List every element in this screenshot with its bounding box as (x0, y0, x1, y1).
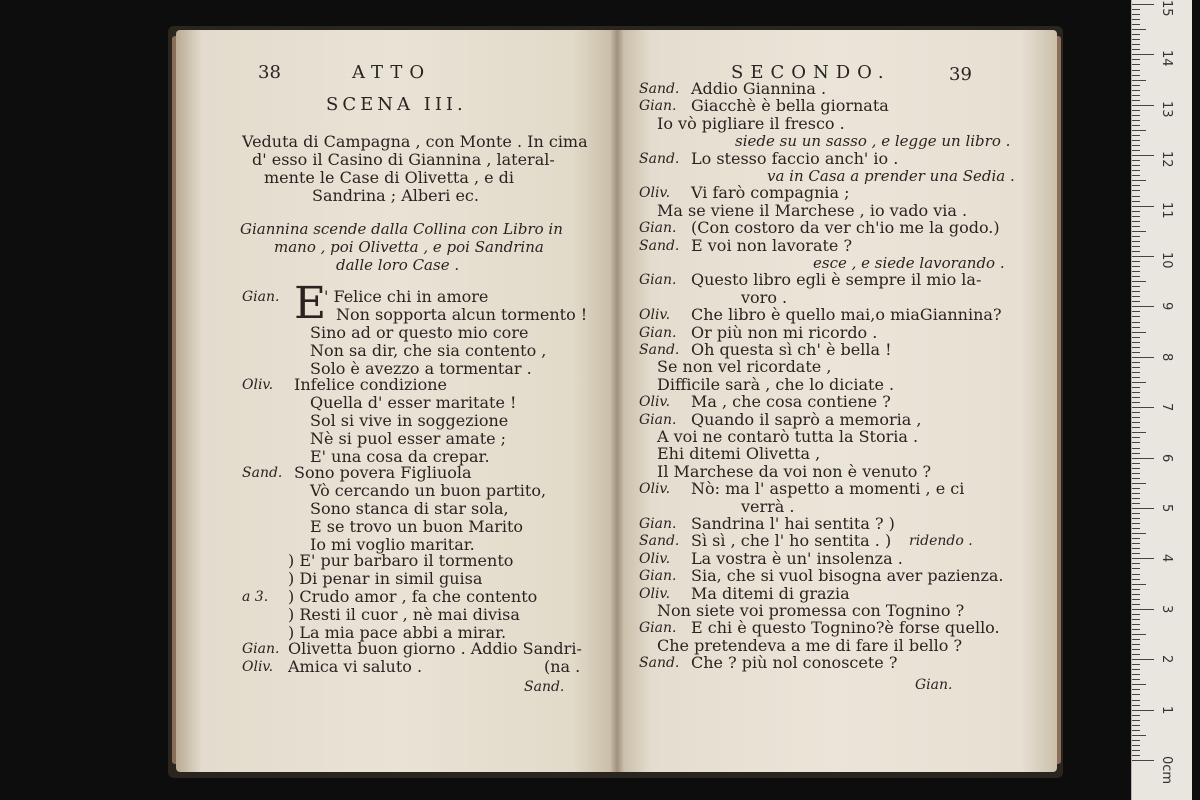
verse-line: ) Di penar in simil guisa (288, 569, 483, 588)
ruler-number: 7 (1159, 403, 1174, 412)
dialogue-line: Sandrina l' hai sentita ? ) (691, 514, 895, 533)
ruler-tick (1132, 508, 1154, 509)
speaker-label: Gian. (639, 620, 677, 637)
ruler-tick (1132, 39, 1140, 40)
ruler-tick (1132, 513, 1140, 514)
ruler-tick (1132, 604, 1140, 605)
ruler-number: 14 (1159, 50, 1174, 67)
dialogue-line: Quando il saprò a memoria , (691, 409, 922, 429)
verse-line: ) La mia pace abbi a mirar. (288, 623, 507, 642)
ruler-tick (1132, 306, 1154, 307)
ruler-tick (1132, 725, 1140, 726)
ruler-tick (1132, 100, 1140, 101)
ruler-tick (1132, 64, 1140, 65)
ruler-tick (1132, 80, 1146, 81)
ruler-tick (1132, 432, 1146, 433)
ruler-tick (1132, 216, 1140, 217)
speaker-label: Gian. (639, 516, 677, 532)
catchword: Sand. (524, 679, 565, 695)
ruler-tick (1132, 196, 1140, 197)
dialogue-line: Che ? più nol conoscete ? (691, 653, 898, 673)
ruler-tick (1132, 498, 1140, 499)
ruler-tick (1132, 478, 1140, 479)
ruler-tick (1132, 614, 1140, 615)
ruler-tick (1132, 332, 1146, 333)
ruler-tick (1132, 362, 1140, 363)
dialogue-line: Nò: ma l' aspetto a momenti , e ci (691, 479, 965, 499)
ruler-tick (1132, 327, 1140, 328)
ruler-tick (1132, 90, 1140, 91)
verse-line: Sol si vive in soggezione (310, 411, 509, 430)
ruler-tick (1132, 493, 1140, 494)
verse-line: Olivetta buon giorno . Addio Sandri- (288, 639, 582, 658)
ruler-tick (1132, 387, 1140, 388)
aside-direction: ridendo . (909, 533, 973, 549)
verse-line: Nè si puol esser amate ; (310, 429, 507, 448)
ruler-tick (1132, 518, 1140, 519)
ruler-tick (1132, 533, 1146, 534)
speaker-label: Gian. (639, 324, 677, 341)
dialogue-line: (Con costoro da ver ch'io me la godo.) (691, 218, 1000, 238)
ruler-tick (1132, 458, 1154, 459)
stage-direction: siede su un sasso , e legge un libro . (735, 132, 1011, 151)
ruler-tick (1132, 125, 1140, 126)
ruler-tick (1132, 473, 1140, 474)
ruler-tick (1132, 201, 1140, 202)
ruler-tick (1132, 180, 1146, 181)
verse-line: Sono povera Figliuola (294, 463, 472, 482)
ensemble-label: a 3. (242, 589, 269, 605)
setting-line: Sandrina ; Alberi ec. (312, 186, 479, 205)
verse-line: Io mi voglio maritar. (310, 535, 475, 554)
ruler-tick (1132, 705, 1140, 706)
ruler-tick (1132, 357, 1154, 358)
ruler-tick (1132, 226, 1140, 227)
dialogue-line: Difficile sarà , che lo diciate . (657, 374, 895, 394)
ruler-tick (1132, 659, 1154, 660)
ruler-tick (1132, 448, 1140, 449)
ruler-tick (1132, 337, 1140, 338)
ruler-tick (1132, 322, 1140, 323)
ruler-tick (1132, 553, 1140, 554)
verse-line: Non sopporta alcun tormento ! (336, 305, 588, 324)
ruler-tick (1132, 503, 1140, 504)
verse-line: Infelice condizione (294, 375, 447, 394)
ruler-tick (1132, 679, 1140, 680)
ruler-tick (1132, 664, 1140, 665)
ruler-tick (1132, 629, 1140, 630)
ruler-tick (1132, 548, 1140, 549)
ruler-tick (1132, 745, 1140, 746)
ruler-tick (1132, 624, 1140, 625)
dialogue-line: verrà . (741, 496, 795, 516)
speaker-label: Gian. (639, 220, 677, 237)
speaker-label: Gian. (639, 411, 677, 428)
ruler-tick (1132, 165, 1140, 166)
ruler-tick (1132, 584, 1146, 585)
drop-cap: E (294, 278, 327, 329)
dialogue-line: Non siete voi promessa con Tognino ? (657, 601, 965, 620)
dialogue-line: Io vò pigliare il fresco . (657, 113, 845, 133)
ruler-tick (1132, 579, 1140, 580)
ruler-tick (1132, 251, 1140, 252)
dialogue-line: Se non vel ricordate , (657, 357, 832, 377)
speaker-label: Oliv. (639, 307, 671, 324)
running-head-right: SECONDO. (731, 62, 891, 83)
speaker-label: Sand. (639, 342, 680, 358)
ruler-tick (1132, 644, 1140, 645)
ruler-tick (1132, 382, 1146, 383)
speaker-label: Oliv. (639, 585, 671, 602)
ruler-tick (1132, 700, 1140, 701)
ruler-tick (1132, 589, 1140, 590)
ruler-tick (1132, 206, 1154, 207)
stage-direction: Giannina scende dalla Collina con Libro in (240, 220, 563, 238)
ruler-tick (1132, 694, 1140, 695)
ruler-tick (1132, 256, 1154, 257)
verse-line: Non sa dir, che sia contento , (310, 341, 547, 360)
speaker-label: Gian. (639, 568, 677, 585)
ruler-tick (1132, 29, 1146, 30)
ruler-tick (1132, 523, 1140, 524)
running-head-left: ATTO (352, 62, 432, 83)
ruler-tick (1132, 634, 1146, 635)
ruler-tick (1132, 639, 1140, 640)
dialogue-line: Ma ditemi di grazia (691, 583, 850, 603)
ruler-tick (1132, 75, 1140, 76)
ruler-tick (1132, 453, 1140, 454)
ruler-tick (1132, 236, 1140, 237)
ruler-tick (1132, 175, 1140, 176)
ruler-tick (1132, 95, 1140, 96)
ruler-tick (1132, 594, 1140, 595)
ruler-tick (1132, 442, 1140, 443)
ruler-tick (1132, 735, 1146, 736)
ruler-tick (1132, 463, 1140, 464)
speaker-label: Sand. (242, 465, 283, 481)
ruler-number: 0cm (1159, 756, 1174, 785)
speaker-label: Sand. (639, 81, 680, 97)
dialogue-line: E voi non lavorate ? (691, 235, 853, 255)
ruler-tick (1132, 352, 1140, 353)
speaker-label: Sand. (639, 533, 680, 550)
verse-line: ) E' pur barbaro il tormento (288, 551, 514, 570)
speaker-label: Oliv. (242, 659, 274, 675)
verse-line: ) Crudo amor , fa che contento (288, 587, 538, 606)
ruler-tick (1132, 417, 1140, 418)
ruler-tick (1132, 4, 1154, 5)
ruler-tick (1132, 574, 1140, 575)
verse-line: Quella d' esser maritate ! (310, 393, 517, 412)
ruler-tick (1132, 211, 1140, 212)
ruler-tick (1132, 710, 1154, 711)
speaker-label: Gian. (639, 98, 677, 115)
dialogue-line: Sia, che si vuol bisogna aver pazienza. (691, 566, 1004, 586)
ruler-number: 5 (1159, 504, 1174, 513)
ruler-tick (1132, 145, 1140, 146)
ruler-tick (1132, 70, 1140, 71)
ruler-number: 13 (1159, 100, 1174, 118)
ruler-tick (1132, 301, 1140, 302)
dialogue-line: Oh questa sì ch' è bella ! (691, 340, 892, 359)
ruler-tick (1132, 170, 1140, 171)
verse-line: Solo è avezzo a tormentar . (310, 359, 532, 378)
stage-direction: dalle loro Case . (336, 256, 460, 274)
ruler-tick (1132, 291, 1140, 292)
verse-line: E' una cosa da crepar. (310, 447, 490, 466)
ruler-tick (1132, 367, 1140, 368)
ruler-tick (1132, 261, 1140, 262)
ruler-tick (1132, 488, 1140, 489)
ruler-number: 6 (1159, 453, 1174, 462)
dialogue-line: Il Marchese da voi non è venuto ? (657, 461, 932, 481)
ruler-tick (1132, 9, 1140, 10)
ruler-tick (1132, 528, 1140, 529)
ruler-tick (1132, 110, 1140, 111)
speaker-label: Oliv. (242, 377, 274, 393)
ruler-tick (1132, 276, 1140, 277)
dialogue-line: Che pretendeva a me di fare il bello ? (657, 635, 963, 655)
ruler-tick (1132, 34, 1140, 35)
ruler-tick (1132, 750, 1140, 751)
dialogue-line: Che libro è quello mai,o miaGiannina? (691, 305, 1002, 325)
ruler-tick (1132, 286, 1140, 287)
ruler-tick (1132, 558, 1154, 559)
verse-line: Amica vi saluto . (288, 657, 423, 676)
verse-line: (na . (544, 657, 581, 676)
ruler-tick (1132, 422, 1140, 423)
right-page-number: 39 (949, 64, 972, 85)
ruler-tick (1132, 372, 1140, 373)
ruler-tick (1132, 120, 1140, 121)
ruler-tick (1132, 160, 1140, 161)
ruler-tick (1132, 115, 1140, 116)
ruler-tick (1132, 483, 1146, 484)
verse-line: ) Resti il cuor , nè mai divisa (288, 605, 520, 624)
ruler-tick (1132, 730, 1140, 731)
speaker-label: Oliv. (639, 481, 671, 498)
ruler-tick (1132, 468, 1140, 469)
right-page (617, 30, 1057, 772)
dialogue-line: La vostra è un' insolenza . (691, 548, 903, 568)
verse-line: E se trovo un buon Marito (310, 517, 524, 536)
ruler-tick (1132, 140, 1140, 141)
ruler-number: 3 (1159, 604, 1174, 614)
ruler-tick (1132, 392, 1140, 393)
speaker-label: Sand. (639, 237, 680, 254)
stage-direction: mano , poi Olivetta , e poi Sandrina (274, 238, 544, 256)
ruler-tick (1132, 185, 1140, 186)
ruler-tick (1132, 740, 1140, 741)
ruler-number: 1 (1159, 705, 1174, 714)
dialogue-line: Lo stesso faccio anch' io . (691, 148, 899, 168)
ruler-tick (1132, 538, 1140, 539)
ruler-tick (1132, 14, 1140, 15)
setting-line: Veduta di Campagna , con Monte . In cima (242, 132, 588, 151)
speaker-label: Gian. (242, 641, 280, 657)
ruler-tick (1132, 720, 1140, 721)
ruler-number: 4 (1159, 554, 1174, 563)
ruler-number: 8 (1159, 352, 1174, 362)
dialogue-line: Ma , che cosa contiene ? (691, 392, 891, 412)
ruler-tick (1132, 609, 1154, 610)
ruler-tick (1132, 543, 1140, 544)
ruler-tick (1132, 266, 1140, 267)
ruler-tick (1132, 760, 1154, 761)
ruler-tick (1132, 412, 1140, 413)
left-page (176, 30, 617, 772)
speaker-label: Gian. (242, 289, 280, 305)
ruler-tick (1132, 296, 1140, 297)
ruler-tick (1132, 649, 1140, 650)
ruler-number: 15 (1159, 0, 1174, 17)
ruler-tick (1132, 24, 1140, 25)
ruler-tick (1132, 130, 1146, 131)
ruler-tick (1132, 402, 1140, 403)
dialogue-line: Addio Giannina . (691, 79, 827, 98)
ruler-number: 2 (1159, 655, 1174, 664)
ruler-tick (1132, 19, 1140, 20)
ruler-tick (1132, 568, 1140, 569)
ruler-tick (1132, 715, 1140, 716)
verse-line: Vò cercando un buon partito, (310, 481, 547, 500)
ruler-tick (1132, 654, 1140, 655)
ruler-tick (1132, 684, 1146, 685)
ruler-number: 9 (1159, 302, 1174, 311)
dialogue-line: voro . (741, 287, 788, 307)
ruler-tick (1132, 377, 1140, 378)
ruler-tick (1132, 190, 1140, 191)
ruler-tick (1132, 155, 1154, 156)
ruler-tick (1132, 316, 1140, 317)
ruler-tick (1132, 59, 1140, 60)
stage-direction: esce , e siede lavorando . (813, 254, 1005, 272)
measuring-ruler (1131, 0, 1192, 800)
ruler-tick (1132, 49, 1140, 50)
catchword: Gian. (915, 677, 953, 693)
speaker-label: Sand. (639, 150, 680, 167)
ruler-tick (1132, 563, 1140, 564)
stage-direction: va in Casa a prender una Sedia . (767, 167, 1015, 185)
dialogue-line: Vi farò compagnia ; (691, 183, 850, 203)
ruler-tick (1132, 342, 1140, 343)
ruler-tick (1132, 231, 1146, 232)
ruler-tick (1132, 281, 1146, 282)
ruler-number: 11 (1159, 201, 1174, 219)
ruler-tick (1132, 54, 1154, 55)
setting-line: mente le Case di Olivetta , e di (264, 168, 515, 187)
speaker-label: Oliv. (639, 550, 671, 567)
book-gutter (610, 30, 624, 772)
ruler-tick (1132, 689, 1140, 690)
ruler-tick (1132, 347, 1140, 348)
dialogue-line: Ma se viene il Marchese , io vado via . (657, 200, 968, 220)
scene-title: SCENA III. (326, 94, 467, 115)
ruler-tick (1132, 755, 1140, 756)
verse-line: Sino ad or questo mio core (310, 323, 529, 342)
ruler-tick (1132, 221, 1140, 222)
ruler-tick (1132, 674, 1140, 675)
speaker-label: Oliv. (639, 185, 671, 202)
dialogue-line: Ehi ditemi Olivetta , (657, 444, 821, 464)
ruler-number: 12 (1159, 151, 1174, 168)
ruler-tick (1132, 437, 1140, 438)
ruler-tick (1132, 105, 1154, 106)
dialogue-line: A voi ne contarò tutta la Storia . (657, 427, 919, 446)
ruler-tick (1132, 619, 1140, 620)
ruler-tick (1132, 241, 1140, 242)
ruler-tick (1132, 599, 1140, 600)
speaker-label: Oliv. (639, 394, 671, 411)
ruler-tick (1132, 271, 1140, 272)
dialogue-line: Questo libro egli è sempre il mio la- (691, 270, 982, 290)
left-page-number: 38 (258, 62, 281, 83)
ruler-tick (1132, 427, 1140, 428)
speaker-label: Gian. (639, 272, 677, 289)
ruler-tick (1132, 246, 1140, 247)
ruler-tick (1132, 397, 1140, 398)
ruler-tick (1132, 150, 1140, 151)
ruler-number: 10 (1159, 252, 1174, 269)
setting-line: d' esso il Casino di Giannina , lateral- (252, 150, 555, 169)
dialogue-line: Or più non mi ricordo . (691, 322, 878, 342)
dialogue-line: Sì sì , che l' ho sentita . ) (691, 531, 892, 551)
dialogue-line: E chi è questo Tognino?è forse quello. (691, 618, 1000, 638)
ruler-tick (1132, 44, 1140, 45)
speaker-label: Sand. (639, 655, 680, 672)
ruler-tick (1132, 669, 1140, 670)
ruler-tick (1132, 85, 1140, 86)
dialogue-line: Giacchè è bella giornata (691, 96, 889, 116)
verse-line: ' Felice chi in amore (324, 287, 489, 306)
ruler-tick (1132, 311, 1140, 312)
ruler-tick (1132, 407, 1154, 408)
ruler-tick (1132, 135, 1140, 136)
verse-line: Sono stanca di star sola, (310, 499, 509, 518)
